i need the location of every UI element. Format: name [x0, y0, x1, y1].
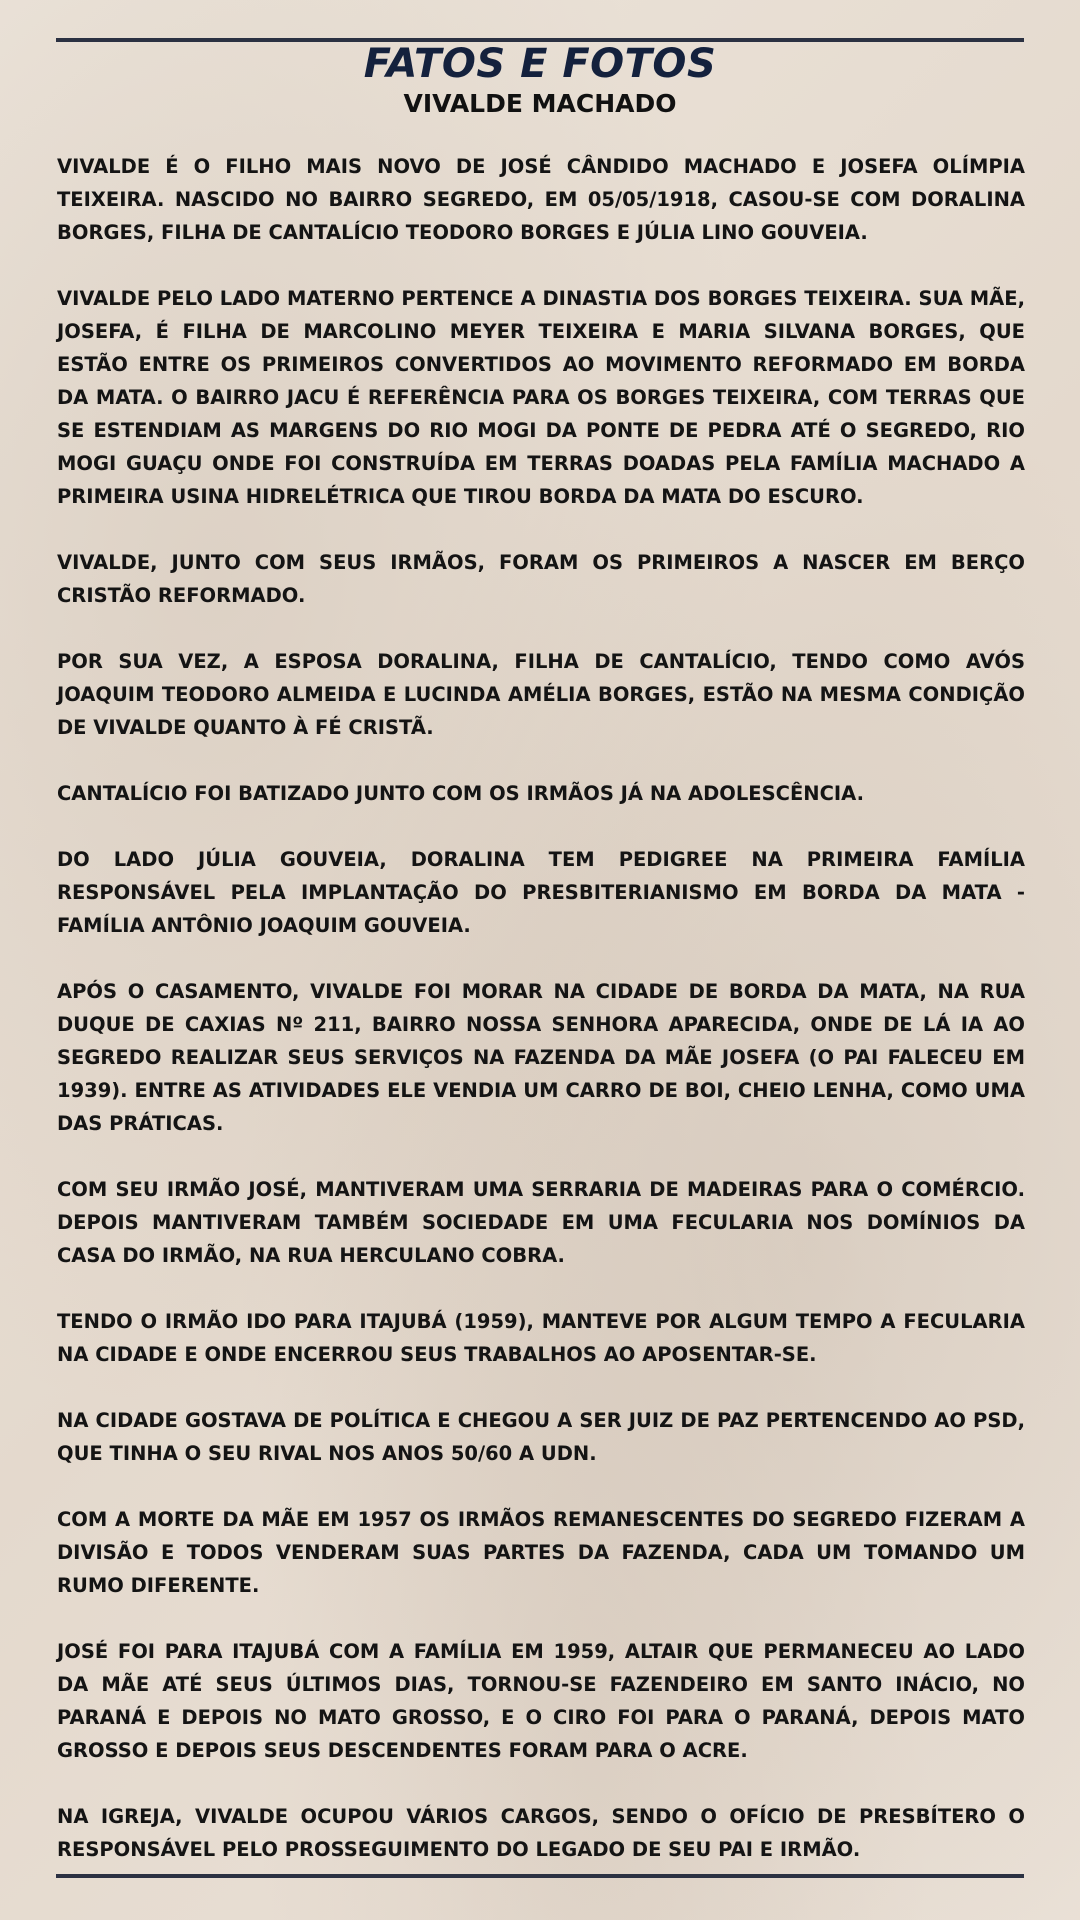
article-body: [57, 150, 1025, 1866]
paragraph-2: VIVALDE PELO LADO MATERNO PERTENCE A DINASTIA DOS BORGES TEIXEIRA. SUA MÃE, JOSEFA, É FILHA DE MARCOLINO MEYER TEIXEIRA E MARIA SILVANA BORGES, QUE ESTÃO ENTRE OS PRIMEIROS CONVERTIDOS AO MOVIMENTO REFORMADO EM BORDA DA MATA. O BAIRRO JACU É REFERÊNCIA PARA OS BORGES TEIXEIRA, COM TERRAS QUE SE ESTENDIAM AS MARGENS DO RIO MOGI DA PONTE DE PEDRA ATÉ O SEGREDO, RIO MOGI GUAÇU ONDE FOI CONSTRUÍDA EM TERRAS DOADAS PELA FAMÍLIA MACHADO A PRIMEIRA USINA HIDRELÉTRICA QUE TIROU BORDA DA MATA DO ESCURO.: [57, 287, 1025, 508]
paragraph-11: COM A MORTE DA MÃE EM 1957 OS IRMÃOS REMANESCENTES DO SEGREDO FIZERAM A DIVISÃO E TODOS VENDERAM SUAS PARTES DA FAZENDA, CADA UM TOMANDO UM RUMO DIFERENTE.: [57, 1508, 1025, 1597]
page-title: FATOS E FOTOS: [363, 41, 717, 87]
paragraph-7: APÓS O CASAMENTO, VIVALDE FOI MORAR NA CIDADE DE BORDA DA MATA, NA RUA DUQUE DE CAXIAS Nº 211, BAIRRO NOSSA SENHORA APARECIDA, ONDE DE LÁ IA AO SEGREDO REALIZAR SEUS SERVIÇOS NA FAZENDA DA MÃE JOSEFA (O PAI FALECEU EM 1939). ENTRE AS ATIVIDADES ELE VENDIA UM CARRO DE BOI, CHEIO LENHA, COMO UMA DAS PRÁTICAS.: [57, 980, 1025, 1135]
paragraph-13: NA IGREJA, VIVALDE OCUPOU VÁRIOS CARGOS, SENDO O OFÍCIO DE PRESBÍTERO O RESPONSÁVEL PELO PROSSEGUIMENTO DO LEGADO DE SEU PAI E IRMÃO.: [57, 1805, 1025, 1861]
paragraph-9: TENDO O IRMÃO IDO PARA ITAJUBÁ (1959), MANTEVE POR ALGUM TEMPO A FECULARIA NA CIDADE E ONDE ENCERROU SEUS TRABALHOS AO APOSENTAR-SE.: [57, 1310, 1025, 1366]
page-subtitle: VIVALDE MACHADO: [403, 89, 677, 118]
paragraph-8: COM SEU IRMÃO JOSÉ, MANTIVERAM UMA SERRARIA DE MADEIRAS PARA O COMÉRCIO. DEPOIS MANTIVERAM TAMBÉM SOCIEDADE EM UMA FECULARIA NOS DOMÍNIOS DA CASA DO IRMÃO, NA RUA HERCULANO COBRA.: [57, 1178, 1025, 1267]
paragraph-5: CANTALÍCIO FOI BATIZADO JUNTO COM OS IRMÃOS JÁ NA ADOLESCÊNCIA.: [57, 782, 865, 805]
paragraph-1: VIVALDE É O FILHO MAIS NOVO DE JOSÉ CÂNDIDO MACHADO E JOSEFA OLÍMPIA TEIXEIRA. NASCIDO NO BAIRRO SEGREDO, EM 05/05/1918, CASOU-SE COM DORALINA BORGES, FILHA DE CANTALÍCIO TEODORO BORGES E JÚLIA LINO GOUVEIA.: [57, 155, 1025, 244]
paragraph-4: POR SUA VEZ, A ESPOSA DORALINA, FILHA DE CANTALÍCIO, TENDO COMO AVÓS JOAQUIM TEODORO ALMEIDA E LUCINDA AMÉLIA BORGES, ESTÃO NA MESMA CONDIÇÃO DE VIVALDE QUANTO À FÉ CRISTÃ.: [57, 650, 1025, 739]
paragraph-10: NA CIDADE GOSTAVA DE POLÍTICA E CHEGOU A SER JUIZ DE PAZ PERTENCENDO AO PSD, QUE TINHA O SEU RIVAL NOS ANOS 50/60 A UDN.: [57, 1409, 1025, 1465]
paragraph-6: DO LADO JÚLIA GOUVEIA, DORALINA TEM PEDIGREE NA PRIMEIRA FAMÍLIA RESPONSÁVEL PELA IMPLANTAÇÃO DO PRESBITERIANISMO EM BORDA DA MATA - FAMÍLIA ANTÔNIO JOAQUIM GOUVEIA.: [57, 848, 1025, 937]
paragraph-3: VIVALDE, JUNTO COM SEUS IRMÃOS, FORAM OS PRIMEIROS A NASCER EM BERÇO CRISTÃO REFORMADO.: [57, 551, 1025, 607]
bottom-divider: [56, 1874, 1024, 1878]
paragraph-12: JOSÉ FOI PARA ITAJUBÁ COM A FAMÍLIA EM 1959, ALTAIR QUE PERMANECEU AO LADO DA MÃE ATÉ SEUS ÚLTIMOS DIAS, TORNOU-SE FAZENDEIRO EM SANTO INÁCIO, NO PARANÁ E DEPOIS NO MATO GROSSO, E O CIRO FOI PARA O PARANÁ, DEPOIS MATO GROSSO E DEPOIS SEUS DESCENDENTES FORAM PARA O ACRE.: [57, 1640, 1025, 1762]
